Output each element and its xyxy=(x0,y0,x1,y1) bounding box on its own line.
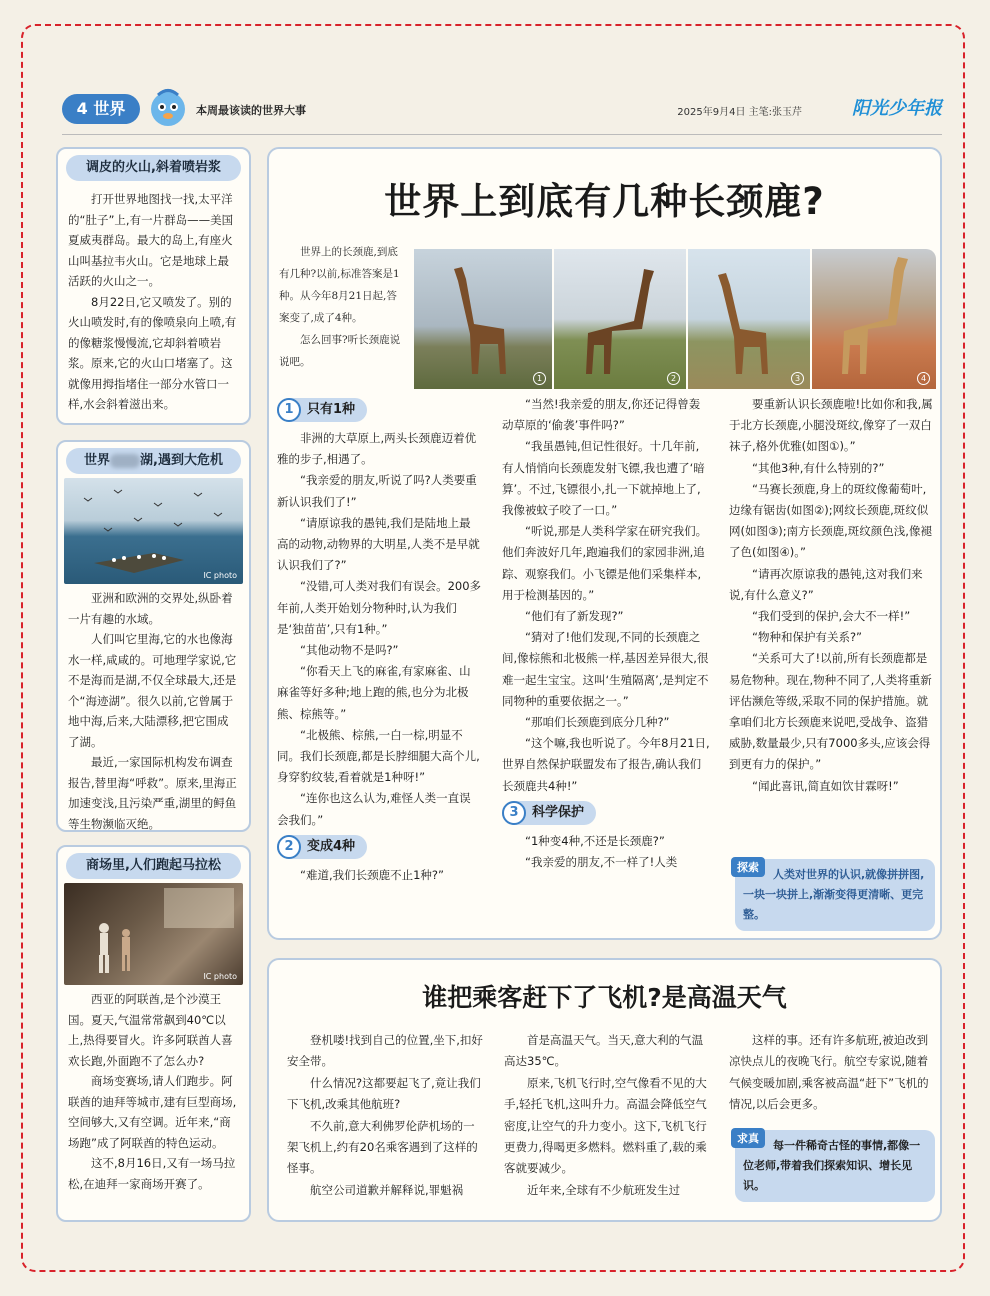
seek-tag: 求真 xyxy=(731,1128,765,1148)
paragraph: “这个嘛,我也听说了。今年8月21日,世界自然保护联盟发布了报告,确认我们长颈鹿共4种!” xyxy=(502,736,710,793)
giraffe-intro xyxy=(279,241,407,373)
paragraph: 首是高温天气。当天,意大利的气温高达35℃。 xyxy=(504,1033,704,1069)
paragraph: “我们受到的保护,会大不一样!” xyxy=(752,609,911,624)
giraffe-icon xyxy=(688,249,810,389)
photo-number: 3 xyxy=(791,372,804,385)
paragraph: 这样的事。还有许多航班,被迫改到凉快点儿的夜晚飞行。航空专家说,随着气候变暖加剧,乘客被高温“赶下”飞机的情况,以后会更多。 xyxy=(729,1033,929,1112)
paragraph: “我虽愚钝,但记性很好。十几年前,有人悄悄向长颈鹿发射飞镖,我也遭了‘暗算’。不过,飞镖很小,扎一下就掉地上了,我像被蚊子咬了一口。” xyxy=(502,439,705,518)
giraffe-icon xyxy=(414,249,552,389)
paragraph: 这不,8月16日,又有一场马拉松,在迪拜一家商场开赛了。 xyxy=(68,1156,236,1191)
lake-title xyxy=(66,448,241,474)
section-heading-3 xyxy=(502,801,596,825)
paragraph: “关系可大了!以前,所有长颈鹿都是易危物种。现在,物种不同了,人类将重新评估濒危等级,采取不同的保护措施。就拿咱们北方长颈鹿来说吧,受战争、盗猎威胁,数量最少,只有7000多头,应该会得到更有力的保护。” xyxy=(729,651,932,772)
lake-photo xyxy=(64,478,243,584)
paragraph: “我亲爱的朋友,不一样了!人类 xyxy=(525,855,678,870)
lake-article xyxy=(56,440,251,832)
paragraph: “他们有了新发现?” xyxy=(525,609,624,624)
paragraph: “难道,我们长颈鹿不止1种?” xyxy=(300,867,444,882)
paragraph: 什么情况?这都要起飞了,竟让我们下飞机,改乘其他航班? xyxy=(287,1075,481,1112)
mall-photo xyxy=(64,883,243,985)
paragraph: “连你也这么认为,难怪人类一直误会我们。” xyxy=(277,791,471,827)
paragraph: “听说,那是人类科学家在研究我们。他们奔波好几年,跑遍我们的家园非洲,追踪、观察我们。小飞镖是他们采集样本,用于检测基因的。” xyxy=(502,524,708,602)
seek-text: 每一件稀奇古怪的事情,都像一位老师,带着我们探索知识、增长见识。 xyxy=(743,1139,921,1192)
paragraph: 近年来,全球有不少航班发生过 xyxy=(527,1182,681,1197)
giraffe-column-3 xyxy=(729,394,937,797)
intro-paragraph: 怎么回事?听长颈鹿说说吧。 xyxy=(279,334,401,368)
heat-column-2 xyxy=(504,1030,710,1201)
volcano-body xyxy=(58,185,249,421)
giraffe-photo-2 xyxy=(554,249,686,389)
paragraph: “那咱们长颈鹿到底分几种?” xyxy=(525,715,670,730)
paragraph: “马赛长颈鹿,身上的斑纹像葡萄叶,边缘有锯齿(如图②);网纹长颈鹿,斑纹似网(如图③);南方长颈鹿,斑纹颜色浅,像褪了色(如图④)。” xyxy=(729,481,932,560)
giraffe-column-1 xyxy=(277,394,482,886)
paragraph: 8月22日,它又喷发了。别的火山喷发时,有的像喷泉向上喷,有的像糖浆慢慢流,它却斜着喷岩浆。原来,它的火山口堵塞了。这就像用拇指堵住一部分水管口一样,水会斜着滋出来。 xyxy=(68,294,237,411)
heat-column-1 xyxy=(287,1030,485,1201)
section-number: 1 xyxy=(277,398,301,422)
heat-article xyxy=(267,958,942,1222)
intro-paragraph: 世界上的长颈鹿,到底有几种?以前,标准答案是1种。从今年8月21日起,答案变了,成了4种。 xyxy=(279,246,400,324)
paragraph: 商场变赛场,请人们跑步。阿联酋的迪拜等城市,建有巨型商场,空间够大,又有空调。近年来,“商场跑”成了阿联酋的特色运动。 xyxy=(68,1074,237,1150)
paragraph: 要重新认识长颈鹿啦!比如你和我,属于北方长颈鹿,小腿没斑纹,像穿了一双白袜子,格外优雅(如图①)。” xyxy=(729,397,933,454)
paragraph: 西亚的阿联酋,是个沙漠王国。夏天,气温常常飙到40℃以上,热得要冒火。许多阿联酋人喜欢长跑,外面跑不了怎么办? xyxy=(68,992,233,1068)
section-heading-2 xyxy=(277,835,367,859)
paragraph: “我亲爱的朋友,听说了吗?人类要重新认识我们了!” xyxy=(277,473,477,509)
paragraph: “其他3种,有什么特别的?” xyxy=(752,460,885,475)
mall-title: 商场里,人们跑起马拉松 xyxy=(66,853,241,879)
paragraph: 不久前,意大利佛罗伦萨机场的一架飞机上,约有20名乘客遇到了这样的怪事。 xyxy=(287,1118,478,1176)
photo-credit: IC photo xyxy=(203,972,237,981)
tagline: 本周最该读的世界大事 xyxy=(196,104,306,117)
photo-number: 4 xyxy=(917,372,930,385)
volcano-article xyxy=(56,147,251,425)
paragraph: 非洲的大草原上,两头长颈鹿迈着优雅的步子,相遇了。 xyxy=(277,431,477,467)
heat-column-3 xyxy=(729,1030,937,1116)
explore-text: 人类对世界的认识,就像拼拼图,一块一块拼上,渐渐变得更清晰、更完整。 xyxy=(743,868,925,921)
header-divider xyxy=(62,134,942,135)
runners-icon xyxy=(64,883,243,985)
redaction-blur xyxy=(110,454,140,468)
paragraph: “请原谅我的愚钝,我们是陆地上最高的动物,动物界的大明星,人类不是早就认识我们了?” xyxy=(277,515,480,573)
newspaper-logo: 阳光少年报 xyxy=(852,98,942,119)
paragraph: 登机喽!找到自己的位置,坐下,扣好安全带。 xyxy=(287,1033,483,1069)
section-name: 世界 xyxy=(93,99,126,118)
section-heading-1 xyxy=(277,398,367,422)
lake-title-suffix: 湖,遇到大危机 xyxy=(140,453,223,468)
paragraph: 打开世界地图找一找,太平洋的“肚子”上,有一片群岛——美国夏威夷群岛。最大的岛上,有座火山叫基拉韦火山。它是地球上最活跃的火山之一。 xyxy=(68,192,234,288)
seek-truth-box xyxy=(735,1130,935,1202)
giraffe-icon xyxy=(554,249,686,389)
explore-tag: 探索 xyxy=(731,857,765,877)
section-title: 变成4种 xyxy=(307,838,356,854)
paragraph: “猜对了!他们发现,不同的长颈鹿之间,像棕熊和北极熊一样,基因差异很大,很难一起生宝宝。这叫‘生殖隔离’,是判定不同物种的重要依据之一。” xyxy=(502,630,709,708)
birds-icon xyxy=(64,478,243,584)
giraffe-photo-1 xyxy=(414,249,552,389)
heat-headline: 谁把乘客赶下了飞机?是高温天气 xyxy=(422,983,787,1012)
paragraph: “其他动物不是吗?” xyxy=(300,643,399,658)
paragraph: “你看天上飞的麻雀,有家麻雀、山麻雀等好多种;地上跑的熊,也分为北极熊、棕熊等。” xyxy=(277,664,471,721)
giraffe-photo-3 xyxy=(688,249,810,389)
giraffe-icon xyxy=(812,249,936,389)
paragraph: “请再次原谅我的愚钝,这对我们来说,有什么意义?” xyxy=(729,566,923,602)
paragraph: 人们叫它里海,它的水也像海水一样,咸咸的。可地理学家说,它不是海而是湖,不仅全球最大,还是个“海迹湖”。很久以前,它曾属于地中海,后来,大陆漂移,把它围成了湖。 xyxy=(68,632,237,749)
paragraph: “闻此喜讯,简直如饮甘霖呀!” xyxy=(752,778,899,793)
page-header xyxy=(62,90,942,130)
photo-number: 2 xyxy=(667,372,680,385)
paragraph: 航空公司道歉并解释说,罪魁祸 xyxy=(310,1182,464,1197)
giraffe-gallery xyxy=(414,249,936,389)
photo-number: 1 xyxy=(533,372,546,385)
giraffe-article xyxy=(267,147,942,940)
volcano-title: 调皮的火山,斜着喷岩浆 xyxy=(66,155,241,181)
mall-body xyxy=(58,985,249,1200)
section-number: 4 xyxy=(76,99,88,118)
paragraph: 亚洲和欧洲的交界处,纵卧着一片有趣的水域。 xyxy=(68,591,233,626)
section-number: 2 xyxy=(277,835,301,859)
section-badge xyxy=(62,94,140,124)
giraffe-column-2 xyxy=(502,394,710,873)
paragraph: “当然!我亲爱的朋友,你还记得曾轰动草原的‘偷袭’事件吗?” xyxy=(502,397,701,433)
paragraph: “北极熊、棕熊,一白一棕,明显不同。我们长颈鹿,都是长脖细腿大高个儿,身穿豹纹装,看着就是1种呀!” xyxy=(277,727,480,785)
lake-body xyxy=(58,584,249,832)
photo-credit: IC photo xyxy=(203,571,237,580)
lake-title-prefix: 世界 xyxy=(84,453,111,468)
paragraph: “没错,可人类对我们有误会。200多年前,人类开始划分物种时,认为我们是‘独苗苗’,只有1种。” xyxy=(277,579,482,636)
mall-article xyxy=(56,845,251,1222)
section-title: 只有1种 xyxy=(307,402,356,417)
section-number: 3 xyxy=(502,801,526,825)
section-title: 科学保护 xyxy=(532,804,585,820)
paragraph: “1种变4种,不还是长颈鹿?” xyxy=(525,833,665,848)
explore-box xyxy=(735,859,935,931)
paragraph: 最近,一家国际机构发布调查报告,替里海“呼救”。原来,里海正加速变浅,且污染严重,湖里的鲟鱼等生物濒临灭绝。 xyxy=(68,755,237,831)
giraffe-headline: 世界上到底有几种长颈鹿? xyxy=(384,180,825,223)
paragraph: 原来,飞机飞行时,空气像看不见的大手,轻托飞机,这叫升力。高温会降低空气密度,让空气的升力变小。这下,飞机飞行更费力,得喝更多燃料。燃料重了,载的乘客就要减少。 xyxy=(504,1075,707,1176)
giraffe-photo-4 xyxy=(812,249,936,389)
mascot-icon xyxy=(148,88,188,128)
paragraph: “物种和保护有关系?” xyxy=(752,630,863,645)
issue-date: 2025年9月4日 主笔:张玉芹 xyxy=(677,107,802,118)
